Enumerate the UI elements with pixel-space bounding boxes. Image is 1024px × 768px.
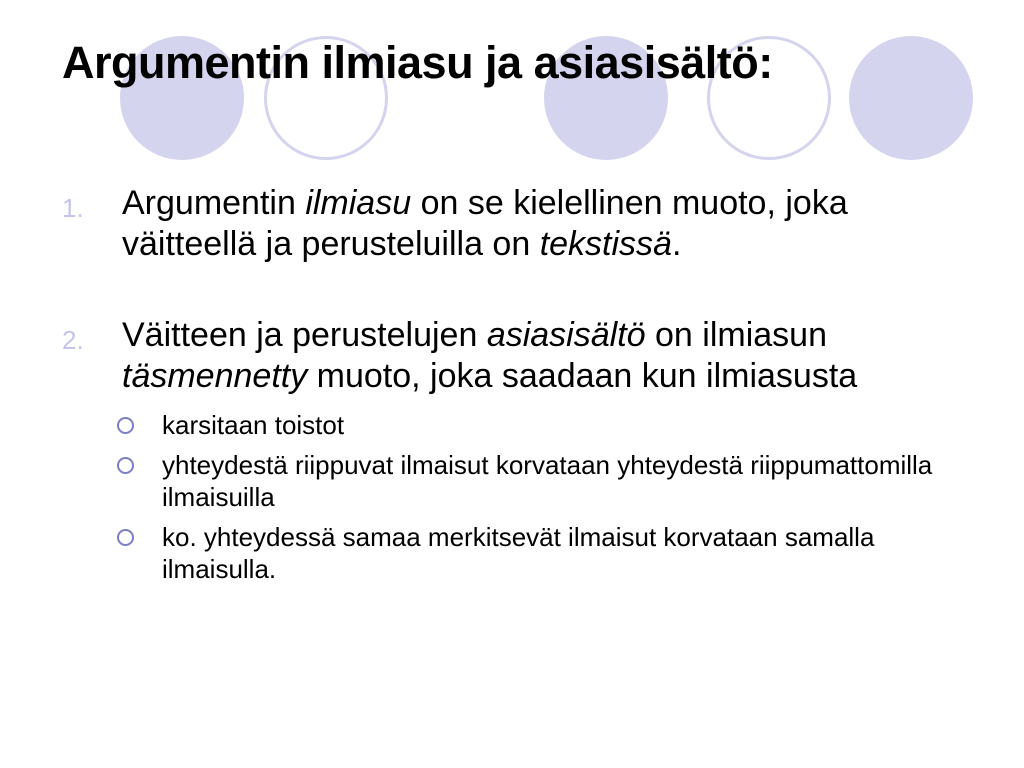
- list-item-2: [62, 315, 962, 585]
- sub-item-text: ko. yhteydessä samaa merkitsevät ilmaisut korvataan samalla ilmaisulla.: [162, 522, 875, 584]
- text-segment: Argumentin: [122, 184, 306, 222]
- sub-item-text: yhteydestä riippuvat ilmaisut korvataan yhteydestä riippumattomilla ilmaisuilla: [162, 450, 933, 512]
- ring-bullet-icon: [117, 529, 134, 546]
- sub-list-item: [122, 449, 962, 513]
- sub-list-item: [122, 521, 962, 585]
- decorative-circle-filled: [849, 36, 973, 160]
- term-asiasisalto: asiasisältö: [486, 316, 646, 354]
- sub-list: [122, 409, 962, 585]
- list-item-1: [62, 183, 962, 265]
- ring-bullet-icon: [117, 457, 134, 474]
- term-tasmennetty: täsmennetty: [122, 357, 308, 395]
- ring-bullet-icon: [117, 417, 134, 434]
- term-ilmiasu: ilmiasu: [305, 184, 412, 222]
- list-number: 1.: [62, 193, 84, 223]
- text-segment: Väitteen ja perustelujen: [122, 316, 487, 354]
- term-tekstissa: tekstissä: [539, 225, 672, 263]
- text-segment: on se kielellinen muoto, joka väitteellä ja perusteluilla on: [122, 184, 848, 263]
- text-segment: .: [671, 225, 682, 263]
- text-segment: muoto, joka saadaan kun ilmiasusta: [307, 357, 858, 395]
- sub-list-item: [122, 409, 962, 441]
- text-segment: on ilmiasun: [645, 316, 827, 354]
- list-number: 2.: [62, 325, 84, 355]
- numbered-list: [62, 183, 962, 593]
- slide-title: Argumentin ilmiasu ja asiasisältö:: [62, 37, 773, 88]
- sub-item-text: karsitaan toistot: [162, 410, 345, 440]
